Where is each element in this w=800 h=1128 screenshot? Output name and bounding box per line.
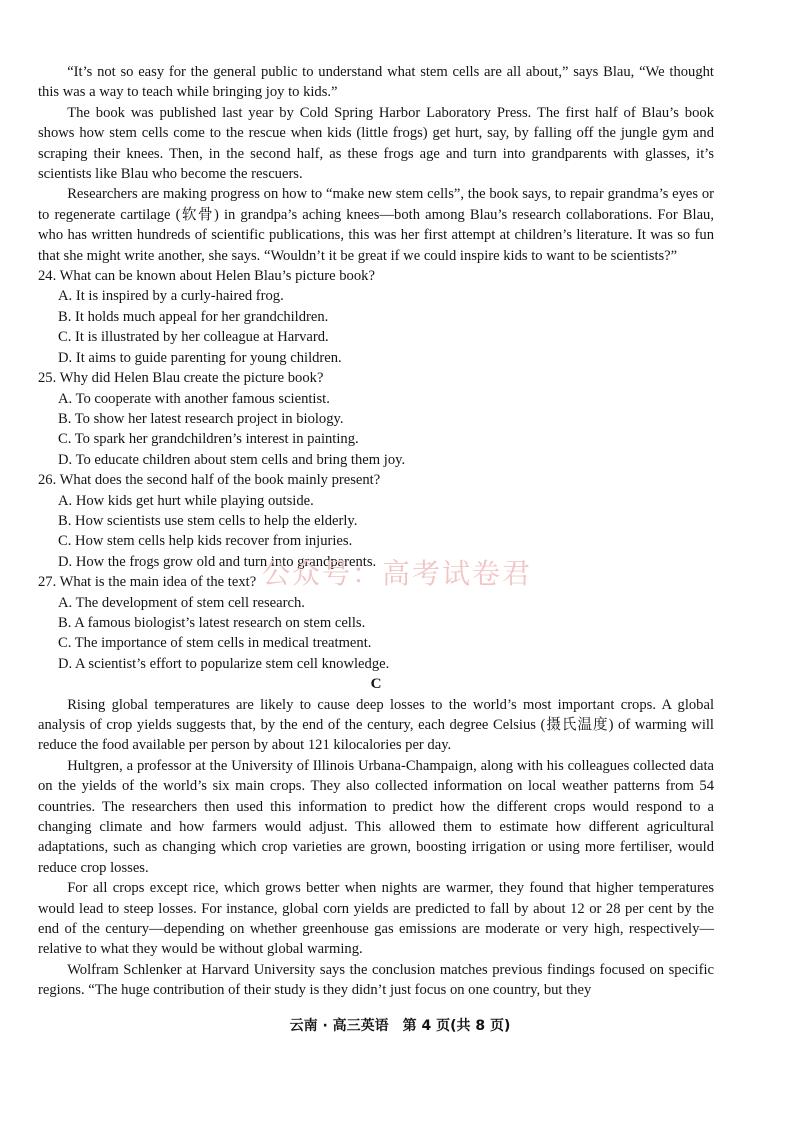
passage-c	[38, 674, 714, 1001]
passage-b	[38, 62, 714, 266]
option-c: C. It is illustrated by her colleague at Harvard.	[58, 329, 329, 346]
option-b: B. It holds much appeal for her grandchildren.	[58, 308, 329, 325]
question-26	[38, 470, 714, 572]
option-c: C. The importance of stem cells in medical treatment.	[58, 635, 372, 652]
option-d: D. How the frogs grow old and turn into grandparents.	[58, 553, 377, 570]
question-stem: 26. What does the second half of the book mainly present?	[38, 472, 381, 489]
option-b: B. How scientists use stem cells to help the elderly.	[58, 512, 358, 529]
question-stem: 24. What can be known about Helen Blau’s picture book?	[38, 268, 375, 285]
paragraph: “It’s not so easy for the general public to understand what stem cells are all about,” says Blau, “We thought this was a way to teach while bringing joy to kids.”	[38, 64, 714, 101]
paragraph: For all crops except rice, which grows better when nights are warmer, they found that higher temperatures would lead to steep losses. For instance, global corn yields are predicted to fall by about 12 or 28 per cent by the end of the century—depending on whether greenhouse gas emissions are moderate or very high, respectively—relative to what they would be without global warming.	[38, 880, 714, 958]
question-25	[38, 368, 714, 470]
option-a: A. How kids get hurt while playing outside.	[58, 492, 314, 509]
option-d: D. To educate children about stem cells and bring them joy.	[58, 451, 406, 468]
exam-page	[38, 62, 714, 1001]
option-d: D. It aims to guide parenting for young children.	[58, 349, 342, 366]
option-a: A. To cooperate with another famous scientist.	[58, 390, 330, 407]
question-stem: 25. Why did Helen Blau create the picture book?	[38, 370, 324, 387]
question-stem: 27. What is the main idea of the text?	[38, 574, 257, 591]
option-b: B. To show her latest research project in biology.	[58, 410, 344, 427]
paragraph: Wolfram Schlenker at Harvard University says the conclusion matches previous findings focused on specific regions. “The huge contribution of their study is they didn’t just focus on one country, but they	[38, 961, 714, 999]
page-footer: 云南 · 高三英语 第 4 页(共 8 页)	[289, 1018, 511, 1034]
option-d: D. A scientist’s effort to popularize stem cell knowledge.	[58, 655, 390, 672]
watermark-text: 公众号：高考试卷君	[262, 557, 533, 590]
option-c: C. How stem cells help kids recover from injuries.	[58, 533, 353, 550]
paragraph: Rising global temperatures are likely to cause deep losses to the world’s most important crops. A global analysis of crop yields suggests that, by the end of the century, each degree Celsius (摄氏温度) of warming will reduce the food available per person by about 121 kilocalories per day.	[38, 696, 714, 754]
option-a: A. It is inspired by a curly-haired frog.	[58, 288, 284, 305]
question-24	[38, 266, 714, 368]
paragraph: Hultgren, a professor at the University of Illinois Urbana-Champaign, along with his colleagues collected data on the yields of the world’s six main crops. They also collected information on local weather patterns from 54 countries. The researchers then used this information to predict how the different crops would respond to a changing climate and how farmers would adjust. This allowed them to estimate how different agricultural adaptations, such as changing which crop varieties are grown, boosting irrigation or using more fertiliser, would reduce crop losses.	[38, 757, 714, 876]
option-b: B. A famous biologist’s latest research on stem cells.	[58, 614, 366, 631]
option-c: C. To spark her grandchildren’s interest in painting.	[58, 431, 359, 448]
option-a: A. The development of stem cell research.	[58, 594, 305, 611]
question-27	[38, 572, 714, 674]
section-label: C	[370, 676, 382, 693]
paragraph: The book was published last year by Cold Spring Harbor Laboratory Press. The first half of Blau’s book shows how stem cells come to the rescue when kids (little frogs) get hurt, say, by falling off the jungle gym and scraping their knees. Then, in the second half, as these frogs age and turn into grandparents with glasses, it’s scientists like Blau who become the rescuers.	[38, 104, 714, 183]
paragraph: Researchers are making progress on how to “make new stem cells”, the book says, to repair grandma’s eyes or to regenerate cartilage (软骨) in grandpa’s aching knees—both among Blau’s research collaborations. For Blau, who has written hundreds of scientific publications, this was her first attempt at children’s literature. It was so fun that she might write another, she says. “Wouldn’t it be great if we could inspire kids to want to be scientists?”	[38, 186, 714, 264]
